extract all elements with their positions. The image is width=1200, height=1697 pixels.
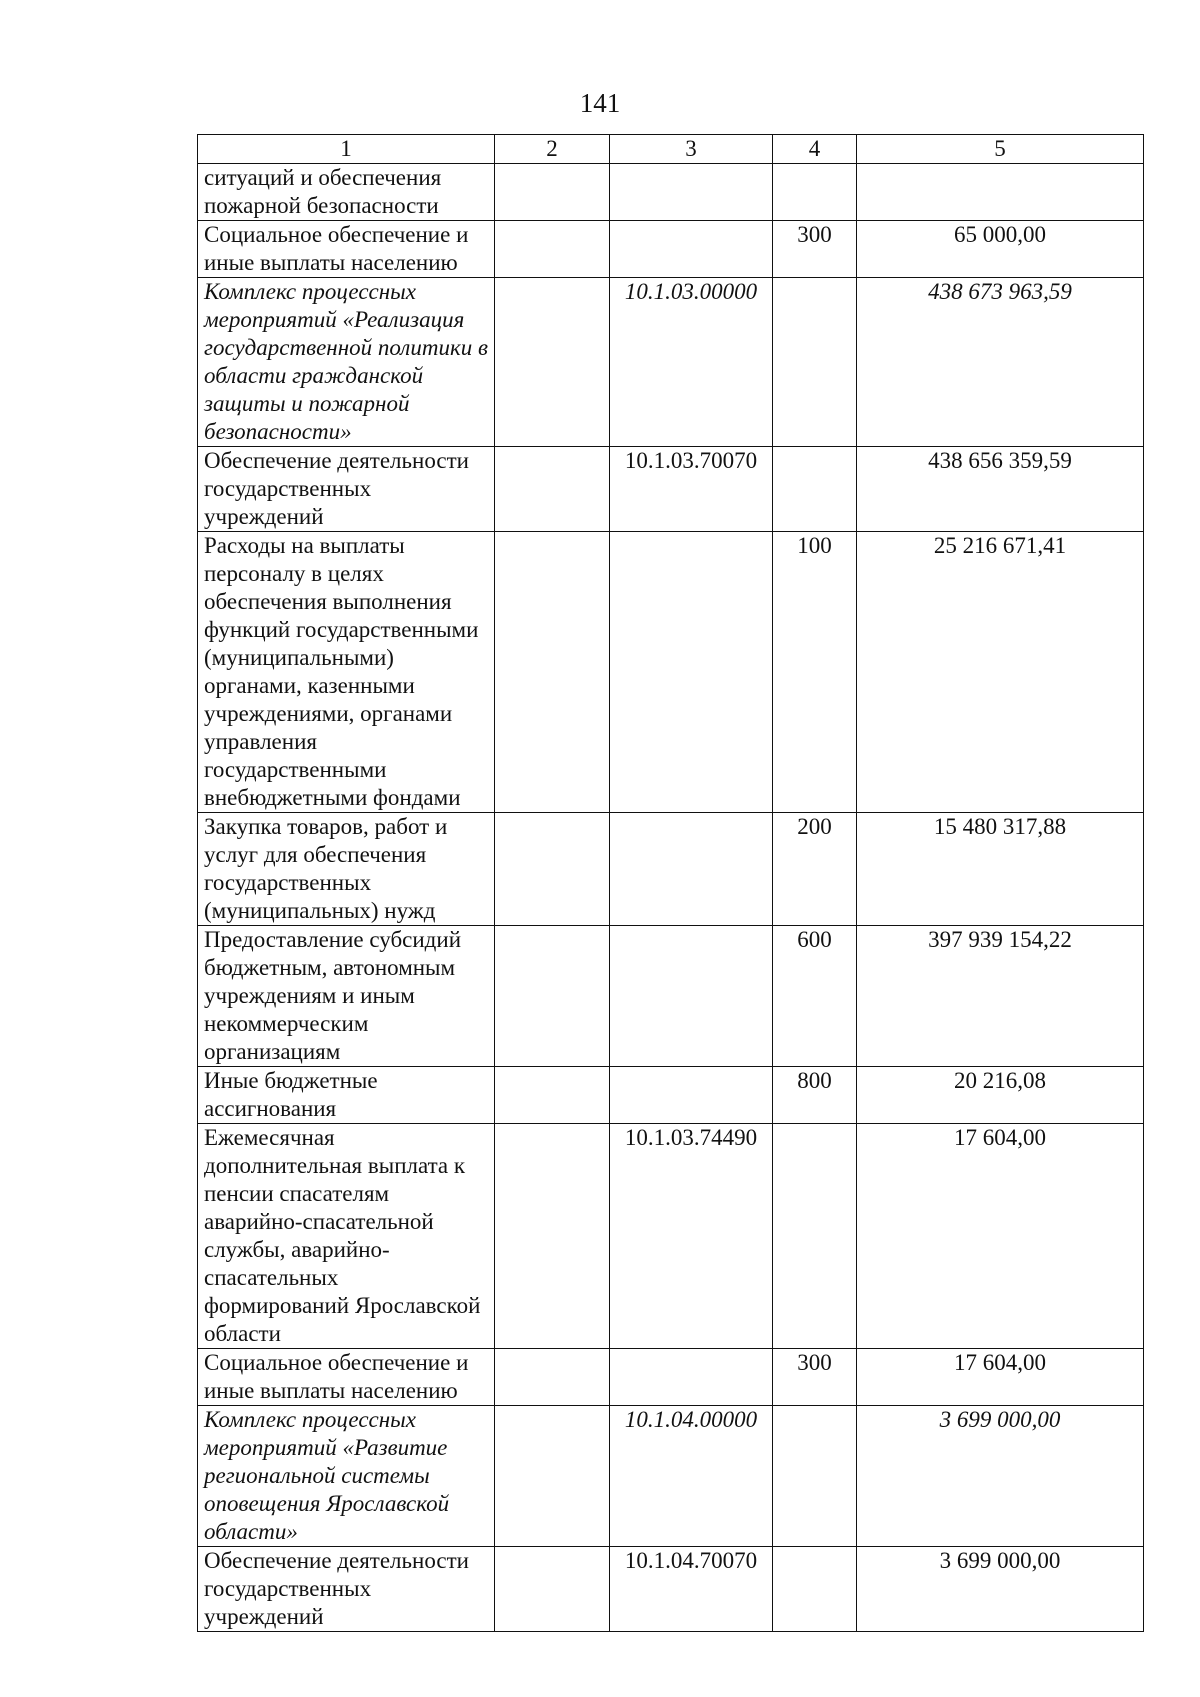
cell-col-5: 15 480 317,88 — [857, 813, 1144, 926]
cell-col-5: 25 216 671,41 — [857, 532, 1144, 813]
cell-col-5: 438 656 359,59 — [857, 447, 1144, 532]
column-header-5: 5 — [857, 135, 1144, 164]
table-row — [198, 926, 1144, 1067]
table-row — [198, 221, 1144, 278]
cell-col-4: 200 — [773, 813, 857, 926]
cell-col-1: ситуаций и обеспечения пожарной безопасности — [198, 164, 495, 221]
cell-col-4 — [773, 164, 857, 221]
cell-col-3 — [610, 813, 773, 926]
table-body — [198, 164, 1144, 1632]
table-row — [198, 813, 1144, 926]
cell-col-2 — [495, 1124, 610, 1349]
cell-col-4 — [773, 1406, 857, 1547]
cell-col-4: 300 — [773, 221, 857, 278]
table-row — [198, 278, 1144, 447]
cell-col-5: 17 604,00 — [857, 1349, 1144, 1406]
table-row — [198, 1124, 1144, 1349]
cell-col-3 — [610, 532, 773, 813]
table-row — [198, 1349, 1144, 1406]
cell-col-3: 10.1.03.70070 — [610, 447, 773, 532]
cell-col-1: Социальное обеспечение и иные выплаты населению — [198, 221, 495, 278]
cell-col-1: Иные бюджетные ассигнования — [198, 1067, 495, 1124]
cell-col-4 — [773, 1547, 857, 1632]
cell-col-2 — [495, 813, 610, 926]
column-header-4: 4 — [773, 135, 857, 164]
table-row — [198, 1067, 1144, 1124]
cell-col-5: 438 673 963,59 — [857, 278, 1144, 447]
cell-col-3: 10.1.03.00000 — [610, 278, 773, 447]
cell-col-2 — [495, 1349, 610, 1406]
cell-col-4: 600 — [773, 926, 857, 1067]
cell-col-3 — [610, 1067, 773, 1124]
cell-col-2 — [495, 278, 610, 447]
cell-col-5: 397 939 154,22 — [857, 926, 1144, 1067]
cell-col-1: Социальное обеспечение и иные выплаты населению — [198, 1349, 495, 1406]
cell-col-1: Комплекс процессных мероприятий «Развитие региональной системы оповещения Ярославской области» — [198, 1406, 495, 1547]
budget-table — [197, 134, 1144, 1632]
cell-col-4 — [773, 447, 857, 532]
table-row — [198, 164, 1144, 221]
cell-col-1: Предоставление субсидий бюджетным, автономным учреждениям и иным некоммерческим организациям — [198, 926, 495, 1067]
cell-col-4: 800 — [773, 1067, 857, 1124]
cell-col-2 — [495, 1067, 610, 1124]
cell-col-4 — [773, 1124, 857, 1349]
cell-col-5: 65 000,00 — [857, 221, 1144, 278]
cell-col-5: 20 216,08 — [857, 1067, 1144, 1124]
cell-col-4 — [773, 278, 857, 447]
column-header-1: 1 — [198, 135, 495, 164]
column-header-3: 3 — [610, 135, 773, 164]
table-header-row — [198, 135, 1144, 164]
cell-col-5: 17 604,00 — [857, 1124, 1144, 1349]
table-row — [198, 1406, 1144, 1547]
cell-col-3: 10.1.04.00000 — [610, 1406, 773, 1547]
cell-col-5: 3 699 000,00 — [857, 1547, 1144, 1632]
cell-col-1: Комплекс процессных мероприятий «Реализация государственной политики в области гражданской защиты и пожарной безопасности» — [198, 278, 495, 447]
cell-col-3 — [610, 164, 773, 221]
cell-col-3 — [610, 221, 773, 278]
cell-col-1: Обеспечение деятельности государственных учреждений — [198, 1547, 495, 1632]
cell-col-2 — [495, 221, 610, 278]
cell-col-4: 100 — [773, 532, 857, 813]
cell-col-3 — [610, 1349, 773, 1406]
cell-col-1: Закупка товаров, работ и услуг для обеспечения государственных (муниципальных) нужд — [198, 813, 495, 926]
cell-col-2 — [495, 447, 610, 532]
cell-col-2 — [495, 1406, 610, 1547]
cell-col-5 — [857, 164, 1144, 221]
page-number: 141 — [579, 88, 621, 118]
table-row — [198, 447, 1144, 532]
cell-col-1: Расходы на выплаты персоналу в целях обеспечения выполнения функций государственными (муниципальными) органами, казенными учреждениями, органами управления государственными внебюджетными фондами — [198, 532, 495, 813]
cell-col-2 — [495, 926, 610, 1067]
cell-col-1: Ежемесячная дополнительная выплата к пенсии спасателям аварийно-спасательной службы, аварийно-спасательных формирований Ярославской области — [198, 1124, 495, 1349]
cell-col-2 — [495, 532, 610, 813]
cell-col-4: 300 — [773, 1349, 857, 1406]
cell-col-3: 10.1.04.70070 — [610, 1547, 773, 1632]
column-header-2: 2 — [495, 135, 610, 164]
cell-col-3 — [610, 926, 773, 1067]
cell-col-2 — [495, 164, 610, 221]
table-row — [198, 1547, 1144, 1632]
table-row — [198, 532, 1144, 813]
cell-col-5: 3 699 000,00 — [857, 1406, 1144, 1547]
cell-col-1: Обеспечение деятельности государственных учреждений — [198, 447, 495, 532]
cell-col-3: 10.1.03.74490 — [610, 1124, 773, 1349]
cell-col-2 — [495, 1547, 610, 1632]
